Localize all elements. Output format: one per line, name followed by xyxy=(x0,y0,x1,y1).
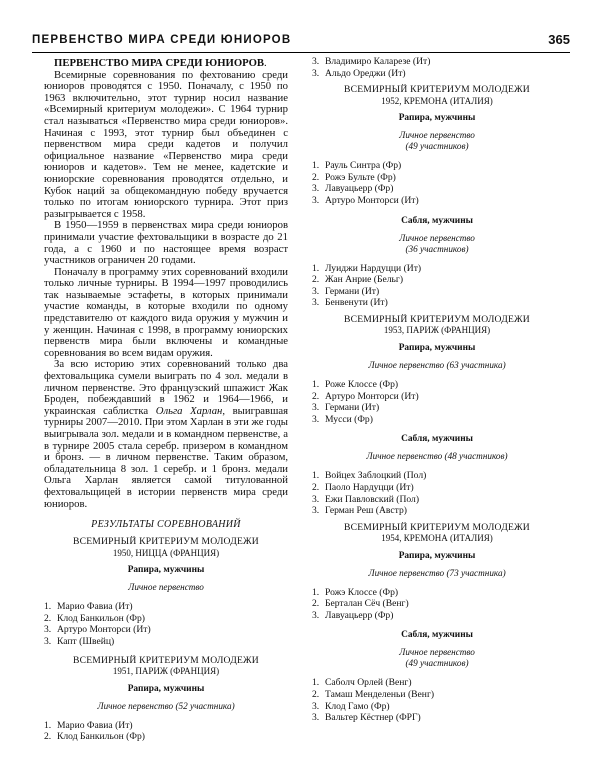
running-title: ПЕРВЕНСТВО МИРА СРЕДИ ЮНИОРОВ xyxy=(32,34,292,46)
list-item: 1. Рожэ Клоссе (Фр) xyxy=(312,586,399,598)
list-item: 1. Луиджи Нардуцци (Ит) xyxy=(312,262,422,274)
paragraph-4-part-b: , выигравшая турниры 2007—2010. При этом Харлан в эти же годы выигрывала зол. медали и в командном первенстве, а в турнире 2005 стала серебр. призером в командном и бронз. — в личном первенстве. Таким образом, обладательница 8 зол. 1 серебр. и 1 бронз. медали Ольга Харлан является самой титулованной фехтовальщицей в истории первенств мира среди юниоров. xyxy=(44,404,288,510)
list-item: 2. Берталан Сёч (Венг) xyxy=(312,598,409,610)
list-item: 2. Артуро Монторси (Ит) xyxy=(312,390,419,402)
results-list-1951 xyxy=(44,720,288,743)
list-item: 2. Клод Банкильон (Фр) xyxy=(44,612,145,624)
article-lead-title: ПЕРВЕНСТВО МИРА СРЕДИ ЮНИОРОВ. xyxy=(54,57,267,69)
list-item: 3. Ежи Павловский (Пол) xyxy=(312,493,420,505)
list-item: 2. Паоло Нардуцци (Ит) xyxy=(312,481,414,493)
category-heading: Личное первенство (49 участников) xyxy=(399,130,475,152)
list-item: 3. Владимиро Калaрезе (Ит) xyxy=(312,56,431,67)
competition-1950 xyxy=(44,536,288,559)
list-item: 2. Жан Анрие (Бельг) xyxy=(312,274,404,286)
weapon-heading: Сабля, мужчины xyxy=(401,630,473,641)
list-item: 3. Герман Реш (Австр) xyxy=(312,505,407,517)
list-item: 1. Войцех Заблоцкий (Пол) xyxy=(312,470,427,482)
weapon-heading: Рапира, мужчины xyxy=(127,683,205,694)
category-heading: Личное первенство (36 участников) xyxy=(399,232,475,254)
list-item: 3. Альдо Ореджи (Ит) xyxy=(312,67,406,79)
results-list-1952-foil xyxy=(312,160,562,206)
list-item: 3. Артуро Монторси (Ит) xyxy=(44,624,151,636)
list-item: 2. Тамаш Менделеньи (Венг) xyxy=(312,689,435,701)
paragraph-2: В 1950—1959 в первенствах мира среди юниоров принимали участие фехтовальщики в возрасте до 21 года, а с 1960 и по настоящее время возраст участников ограничен 20 годами. xyxy=(44,219,288,267)
list-item: 2. Клод Банкильон (Фр) xyxy=(44,731,145,743)
competition-place: 1952, КРЕМОНА (ИТАЛИЯ) xyxy=(381,95,493,106)
page-header xyxy=(32,32,570,53)
category-heading: Личное первенство (49 участников) xyxy=(399,647,475,669)
paragraph-4 xyxy=(44,359,288,510)
list-item: 3. Артуро Монторси (Ит) xyxy=(312,194,419,206)
list-item: 3. Лавуацьерр (Фр) xyxy=(312,183,394,195)
category-heading: Личное первенство (63 участника) xyxy=(368,359,506,370)
list-item: 1. Роже Клоссе (Фр) xyxy=(312,378,399,390)
competition-title: ВСЕМИРНЫЙ КРИТЕРИУМ МОЛОДЕЖИ xyxy=(344,313,530,325)
paragraph-3: Поначалу в программу этих соревнований входили только личные турниры. В 1994—1997 проводились так называемые эстафеты, в которых принимали участие команды, в которые входили по одному представителю от каждого вида оружия у мужчин и у женщин. Начиная с 1998, в программу юниорских первенств мира были включены и командные соревнования во всем видам оружия. xyxy=(44,265,288,359)
competition-title: ВСЕМИРНЫЙ КРИТЕРИУМ МОЛОДЕЖИ xyxy=(73,536,259,548)
category-heading: Личное первенство (52 участника) xyxy=(97,700,235,711)
competition-place: 1950, НИЦЦА (ФРАНЦИЯ) xyxy=(112,547,220,558)
competition-1954 xyxy=(312,522,562,545)
competition-place: 1953, ПАРИЖ (ФРАНЦИЯ) xyxy=(383,325,491,336)
list-item: 1. Марио Фавиа (Ит) xyxy=(44,601,133,613)
list-item: 2. Рожэ Бульте (Фр) xyxy=(312,171,396,183)
list-item: 3. Лавуацьерр (Фр) xyxy=(312,609,394,621)
weapon-heading: Рапира, мужчины xyxy=(398,550,476,561)
paragraph-1: Всемирные соревнования по фехтованию среди юниоров проводятся с 1950. Поначалу, с 1950 по 1963 включительно, этот турнир носил название «Всемирный критериум молодежи». С 1964 турнир стал называться «Первенство мира среди юниоров». Начиная с 1993, этот турнир был объединен с первенством мира среди кадетов и получил официальное название «Первенство мира среди юниоров и кадетов». Тем не менее, кадетские и юниорские соревнования проводятся отдельно, и Кубок наций за общекомандную победу вручается только по итогам юниорского турнира. Этот приз разыгрывается с 1958. xyxy=(44,68,288,220)
competition-title: ВСЕМИРНЫЙ КРИТЕРИУМ МОЛОДЕЖИ xyxy=(344,521,530,533)
list-item: 3. Мусси (Фр) xyxy=(312,413,373,425)
list-item: 3. Вальтер Кёстнер (ФРГ) xyxy=(312,712,421,724)
results-list-1953-foil xyxy=(312,379,562,425)
list-item: 3. Германи (Ит) xyxy=(312,402,380,414)
weapon-heading: Рапира, мужчины xyxy=(127,565,205,576)
highlighted-name: Ольга Харлан xyxy=(155,404,223,417)
category-heading: Личное первенство (73 участника) xyxy=(368,567,506,578)
weapon-heading: Сабля, мужчины xyxy=(401,434,473,445)
weapon-heading: Рапира, мужчины xyxy=(398,113,476,124)
page-number: 365 xyxy=(548,32,570,47)
competition-1952 xyxy=(312,84,562,107)
category-heading: Личное первенство xyxy=(128,582,204,593)
results-list-1952-sabre xyxy=(312,263,562,309)
results-heading: РЕЗУЛЬТАТЫ СОРЕВНОВАНИЙ xyxy=(91,519,241,531)
list-item: 3. Бенвенути (Ит) xyxy=(312,297,388,309)
results-list-1954-foil xyxy=(312,587,562,622)
list-item: 1. Саболч Орлей (Венг) xyxy=(312,677,412,689)
weapon-heading: Рапира, мужчины xyxy=(398,342,476,353)
results-list-1950 xyxy=(44,601,288,647)
category-heading: Личное первенство (48 участников) xyxy=(366,451,508,462)
list-item: 3. Германи (Ит) xyxy=(312,285,380,297)
paragraph-4-part-a: За всю историю этих соревнований только два фехтовальщика сумели выиграть по 4 зол. медали в личном первенстве. Это французский шпажист Жак Броден, побеждавший в 1962 и 1964—1966, и украинская саблистка xyxy=(44,358,288,417)
list-item: 3. Капт (Швейц) xyxy=(44,635,115,647)
list-item: 1. Рауль Синтра (Фр) xyxy=(312,160,402,172)
competition-place: 1951, ПАРИЖ (ФРАНЦИЯ) xyxy=(112,666,220,677)
competition-place: 1954, КРЕМОНА (ИТАЛИЯ) xyxy=(381,533,493,544)
competition-1953 xyxy=(312,314,562,337)
competition-title: ВСЕМИРНЫЙ КРИТЕРИУМ МОЛОДЕЖИ xyxy=(73,654,259,666)
list-item: 1. Марио Фавиа (Ит) xyxy=(44,719,133,731)
right-column xyxy=(312,56,562,724)
list-item: 3. Клод Гамо (Фр) xyxy=(312,700,390,712)
competition-title: ВСЕМИРНЫЙ КРИТЕРИУМ МОЛОДЕЖИ xyxy=(344,84,530,96)
lead-title: ПЕРВЕНСТВО МИРА СРЕДИ ЮНИОРОВ xyxy=(54,57,265,69)
results-list-1954-sabre xyxy=(312,677,562,723)
weapon-heading: Сабля, мужчины xyxy=(401,215,473,226)
left-column xyxy=(44,58,288,743)
results-list-1953-sabre xyxy=(312,470,562,516)
results-list-1951-cont xyxy=(312,56,562,79)
competition-1951 xyxy=(44,655,288,678)
